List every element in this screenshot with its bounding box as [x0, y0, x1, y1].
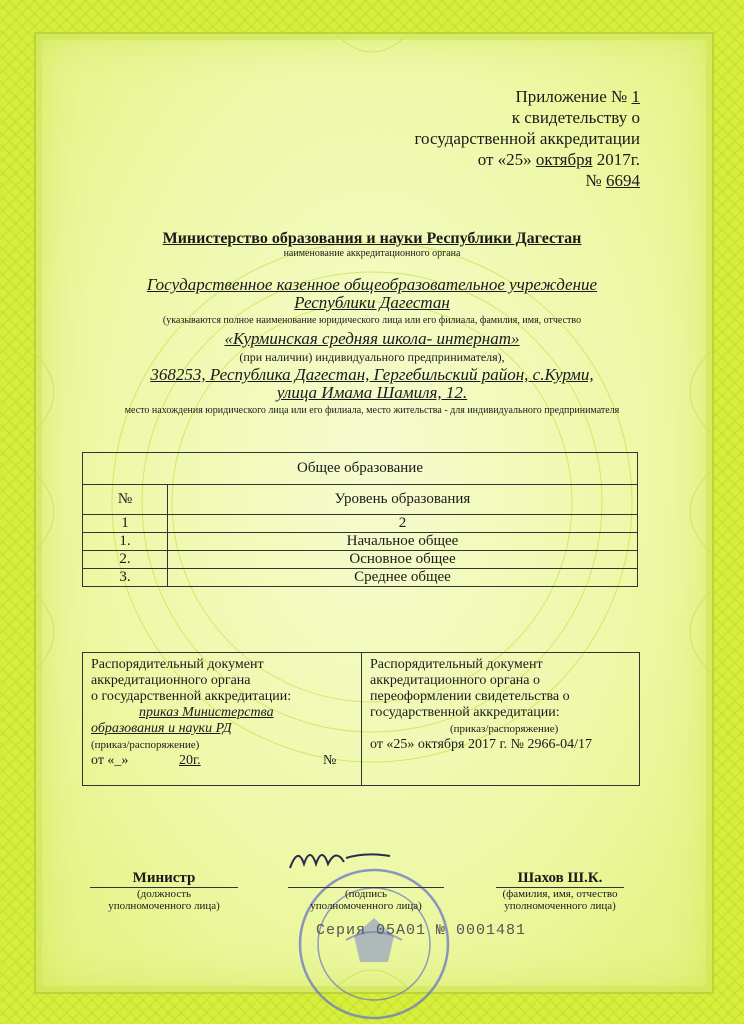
position-title: Министр — [90, 870, 238, 888]
left-order-line1: приказ Министерства — [139, 705, 274, 720]
org-name-line3: «Курминская средняя школа- интернат» — [224, 329, 520, 348]
left-year: 20г. — [179, 753, 201, 768]
table-title: Общее образование — [83, 453, 638, 485]
org-address-line1: 368253, Республика Дагестан, Гергебильский район, с.Курми, — [150, 365, 594, 384]
left-caption: (приказ/распоряжение) — [91, 739, 200, 751]
table-row — [83, 551, 638, 569]
accreditation-order — [83, 653, 362, 785]
org-caption3: место нахождения юридического лица или его филиала, место жительства - для индивидуального предпринимателя — [124, 405, 620, 416]
row-number: 3. — [83, 569, 168, 587]
right-line3: переоформлении свидетельства о — [370, 689, 570, 704]
table-row — [83, 569, 638, 587]
serial-number: Серия 05А01 № 0001481 — [316, 922, 527, 939]
position-caption2: уполномоченного лица) — [108, 900, 220, 912]
orders-box — [82, 652, 640, 786]
row-number: 2. — [83, 551, 168, 569]
table-row — [83, 533, 638, 551]
left-line2: аккредитационного органа — [91, 673, 251, 688]
authority-name: Министерство образования и науки Республики Дагестан — [162, 230, 582, 247]
signature-block — [288, 870, 444, 912]
row-level: Основное общее — [168, 551, 638, 569]
appendix-line2: к свидетельству о — [511, 108, 640, 127]
name-caption1: (фамилия, имя, отчество — [502, 888, 618, 900]
appendix-line3: государственной аккредитации — [414, 129, 640, 148]
row-number: 1. — [83, 533, 168, 551]
col-number-header: № — [83, 485, 168, 515]
index-cell-2: 2 — [168, 515, 638, 533]
right-date: от «25» октября 2017 г. № 2966-04/17 — [370, 737, 593, 752]
row-level: Среднее общее — [168, 569, 638, 587]
reissue-order — [362, 653, 639, 785]
org-name-line1: Государственное казенное общеобразовательное учреждение — [146, 275, 598, 294]
education-levels-table — [82, 452, 638, 587]
left-line3: о государственной аккредитации: — [91, 689, 292, 704]
name-block — [496, 870, 624, 912]
org-caption2: (при наличии) индивидуального предпринимателя), — [239, 350, 505, 364]
appendix-line1: Приложение № 1 — [515, 87, 640, 106]
col-level-header: Уровень образования — [168, 485, 638, 515]
official-name: Шахов Ш.К. — [496, 870, 624, 888]
name-caption2: уполномоченного лица) — [504, 900, 616, 912]
right-line2: аккредитационного органа о — [370, 673, 540, 688]
position-block — [90, 870, 238, 912]
appendix-date: от «25» октября 2017г. — [477, 150, 640, 169]
row-level: Начальное общее — [168, 533, 638, 551]
authority-caption: наименование аккредитационного органа — [283, 248, 461, 259]
right-line1: Распорядительный документ — [370, 657, 543, 672]
sign-caption2: уполномоченного лица) — [310, 900, 422, 912]
left-order-line2: образования и науки РД — [91, 721, 232, 736]
left-date: от «_» — [91, 753, 129, 768]
right-caption: (приказ/распоряжение) — [450, 723, 559, 735]
org-caption1: (указываются полное наименование юридического лица или его филиала, фамилия, имя, отчество — [162, 315, 582, 326]
left-num: № — [323, 753, 337, 768]
org-name-line2: Республики Дагестан — [294, 293, 450, 312]
left-date-line — [91, 753, 353, 769]
appendix-number: № 6694 — [585, 171, 640, 190]
appendix-header — [414, 86, 640, 191]
position-caption1: (должность — [136, 888, 192, 900]
left-line1: Распорядительный документ — [91, 657, 264, 672]
index-cell-1: 1 — [83, 515, 168, 533]
sign-caption1: (подпись — [344, 888, 387, 900]
right-line4: государственной аккредитации: — [370, 705, 560, 720]
org-address-line2: улица Имама Шамиля, 12. — [276, 383, 468, 402]
